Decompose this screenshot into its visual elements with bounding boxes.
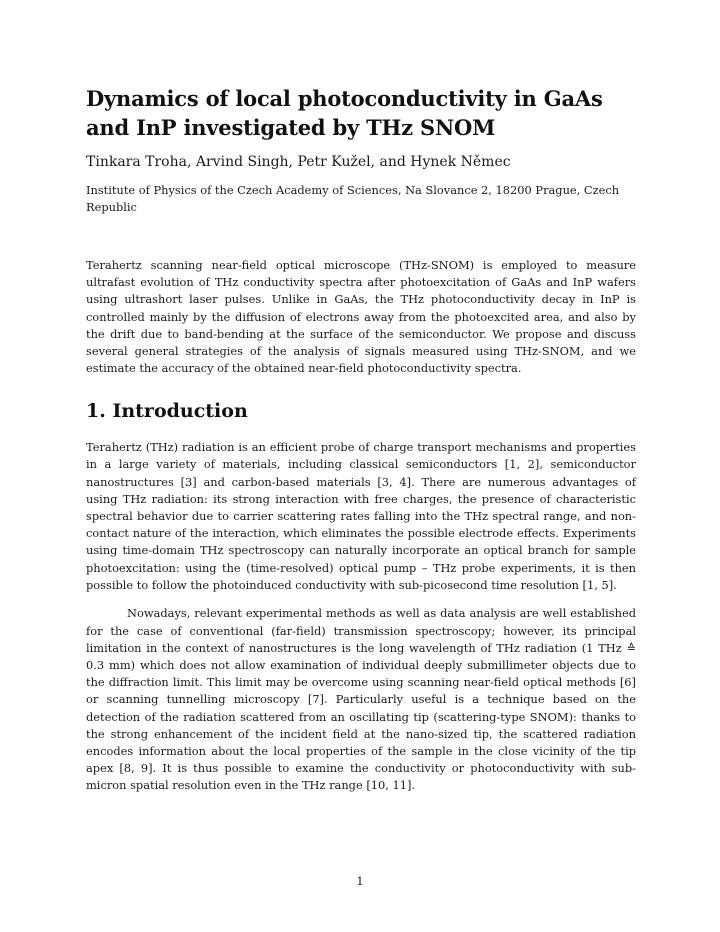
abstract: Terahertz scanning near-field optical microscope (THz-SNOM) is employed to measure ultrafast evolution of THz conductivity spectra after photoexcitation of GaAs and InP wafers using ultrashort laser pulses. Unlike in GaAs, the THz photoconductivity decay in InP is controlled mainly by the diffusion of electrons away from the photoexcited area, and also by the drift due to band-bending at the surface of the semiconductor. We propose and discuss several general strategies of the analysis of signals measured using THz-SNOM, and we estimate the accuracy of the obtained near-field photoconductivity spectra.: [86, 258, 636, 376]
paper-page: [86, 84, 636, 806]
page-number: 1: [356, 874, 364, 888]
intro-paragraph-2: Nowadays, relevant experimental methods as well as data analysis are well established for the case of conventional (far-field) transmission spectroscopy; however, its principal limitation in the context of nanostructures is the long wavelength of THz radiation (1 THz ≙ 0.3 mm) which does not allow examination of individual deeply submillimeter objects due to the diffraction limit. This limit may be overcome using scanning near-field optical methods [6] or scanning tunnelling microscopy [7]. Particularly useful is a technique based on the detection of the radiation scattered from an oscillating tip (scattering-type SNOM): thanks to the strong enhancement of the incident field at the nano-sized tip, the scattered radiation encodes information about the local properties of the sample in the close vicinity of the tip apex [8, 9]. It is thus possible to examine the conductivity or photoconductivity with sub-micron spatial resolution even in the THz range [10, 11].: [86, 606, 636, 793]
author-list: Tinkara Troha, Arvind Singh, Petr Kužel, and Hynek Němec: [86, 154, 511, 170]
section-heading-introduction: 1. Introduction: [86, 400, 248, 423]
intro-paragraph-1: Terahertz (THz) radiation is an efficient probe of charge transport mechanisms and properties in a large variety of materials, including classical semiconductors [1, 2], semiconductor nanostructures [3] and carbon-based materials [3, 4]. There are numerous advantages of using THz radiation: its strong interaction with free charges, the presence of characteristic spectral behavior due to carrier scattering rates falling into the THz spectral range, and non-contact nature of the interaction, which eliminates the possible electrode effects. Experiments using time-domain THz spectroscopy can naturally incorporate an optical branch for sample photoexcitation: using the (time-resolved) optical pump – THz probe experiments, it is then possible to follow the photoinduced conductivity with sub-picosecond time resolution [1, 5].: [86, 440, 636, 592]
affiliation: Institute of Physics of the Czech Academy of Sciences, Na Slovance 2, 18200 Prague, Czech Republic: [86, 183, 620, 214]
paper-title: Dynamics of local photoconductivity in GaAs and InP investigated by THz SNOM: [86, 86, 603, 140]
